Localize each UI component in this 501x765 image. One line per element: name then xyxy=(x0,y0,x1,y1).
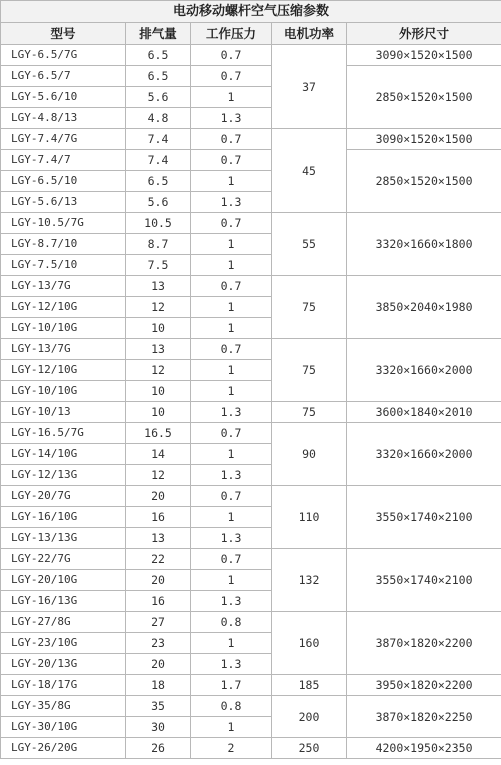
model-cell: LGY-20/10G xyxy=(1,570,126,591)
model-cell: LGY-8.7/10 xyxy=(1,234,126,255)
pressure-cell: 0.8 xyxy=(191,696,272,717)
power-cell: 37 xyxy=(272,45,347,129)
pressure-cell: 1 xyxy=(191,297,272,318)
dimensions-cell: 3600×1840×2010 xyxy=(347,402,501,423)
model-cell: LGY-5.6/10 xyxy=(1,87,126,108)
model-cell: LGY-10/10G xyxy=(1,318,126,339)
power-cell: 55 xyxy=(272,213,347,276)
model-cell: LGY-12/10G xyxy=(1,360,126,381)
power-cell: 90 xyxy=(272,423,347,486)
pressure-cell: 0.7 xyxy=(191,213,272,234)
model-cell: LGY-5.6/13 xyxy=(1,192,126,213)
flow-cell: 27 xyxy=(126,612,191,633)
header-model: 型号 xyxy=(1,23,126,45)
model-cell: LGY-7.5/10 xyxy=(1,255,126,276)
flow-cell: 7.4 xyxy=(126,129,191,150)
pressure-cell: 0.7 xyxy=(191,66,272,87)
dimensions-cell: 3320×1660×2000 xyxy=(347,423,501,486)
pressure-cell: 0.7 xyxy=(191,549,272,570)
table-row xyxy=(1,423,501,444)
power-cell: 45 xyxy=(272,129,347,213)
flow-cell: 10 xyxy=(126,402,191,423)
model-cell: LGY-16/13G xyxy=(1,591,126,612)
pressure-cell: 1 xyxy=(191,507,272,528)
flow-cell: 13 xyxy=(126,276,191,297)
pressure-cell: 0.8 xyxy=(191,612,272,633)
pressure-cell: 1 xyxy=(191,570,272,591)
model-cell: LGY-18/17G xyxy=(1,675,126,696)
table-row xyxy=(1,612,501,633)
model-cell: LGY-35/8G xyxy=(1,696,126,717)
table-row xyxy=(1,129,501,150)
flow-cell: 20 xyxy=(126,570,191,591)
power-cell: 160 xyxy=(272,612,347,675)
pressure-cell: 2 xyxy=(191,738,272,759)
model-cell: LGY-6.5/7G xyxy=(1,45,126,66)
pressure-cell: 0.7 xyxy=(191,423,272,444)
flow-cell: 12 xyxy=(126,465,191,486)
flow-cell: 18 xyxy=(126,675,191,696)
model-cell: LGY-13/7G xyxy=(1,276,126,297)
power-cell: 132 xyxy=(272,549,347,612)
model-cell: LGY-16.5/7G xyxy=(1,423,126,444)
dimensions-cell: 3950×1820×2200 xyxy=(347,675,501,696)
flow-cell: 23 xyxy=(126,633,191,654)
flow-cell: 7.4 xyxy=(126,150,191,171)
model-cell: LGY-22/7G xyxy=(1,549,126,570)
power-cell: 75 xyxy=(272,276,347,339)
header-dimensions: 外形尺寸 xyxy=(347,23,501,45)
model-cell: LGY-26/20G xyxy=(1,738,126,759)
flow-cell: 10.5 xyxy=(126,213,191,234)
pressure-cell: 1 xyxy=(191,234,272,255)
model-cell: LGY-10.5/7G xyxy=(1,213,126,234)
flow-cell: 10 xyxy=(126,381,191,402)
model-cell: LGY-10/13 xyxy=(1,402,126,423)
power-cell: 250 xyxy=(272,738,347,759)
power-cell: 75 xyxy=(272,339,347,402)
pressure-cell: 1.3 xyxy=(191,465,272,486)
model-cell: LGY-12/13G xyxy=(1,465,126,486)
flow-cell: 20 xyxy=(126,486,191,507)
flow-cell: 16.5 xyxy=(126,423,191,444)
pressure-cell: 1 xyxy=(191,87,272,108)
pressure-cell: 1.3 xyxy=(191,654,272,675)
power-cell: 185 xyxy=(272,675,347,696)
pressure-cell: 1.3 xyxy=(191,528,272,549)
pressure-cell: 0.7 xyxy=(191,339,272,360)
model-cell: LGY-6.5/10 xyxy=(1,171,126,192)
table-body xyxy=(1,45,501,759)
table-row xyxy=(1,213,501,234)
table-row xyxy=(1,486,501,507)
model-cell: LGY-30/10G xyxy=(1,717,126,738)
table-row xyxy=(1,45,501,66)
flow-cell: 13 xyxy=(126,528,191,549)
flow-cell: 14 xyxy=(126,444,191,465)
model-cell: LGY-20/13G xyxy=(1,654,126,675)
flow-cell: 30 xyxy=(126,717,191,738)
pressure-cell: 1.3 xyxy=(191,402,272,423)
table-row xyxy=(1,696,501,717)
dimensions-cell: 4200×1950×2350 xyxy=(347,738,501,759)
flow-cell: 16 xyxy=(126,507,191,528)
pressure-cell: 0.7 xyxy=(191,486,272,507)
pressure-cell: 1.3 xyxy=(191,591,272,612)
pressure-cell: 0.7 xyxy=(191,129,272,150)
flow-cell: 16 xyxy=(126,591,191,612)
dimensions-cell: 3320×1660×2000 xyxy=(347,339,501,402)
dimensions-cell: 3870×1820×2200 xyxy=(347,612,501,675)
pressure-cell: 1 xyxy=(191,171,272,192)
table-row xyxy=(1,738,501,759)
flow-cell: 6.5 xyxy=(126,171,191,192)
model-cell: LGY-7.4/7 xyxy=(1,150,126,171)
power-cell: 110 xyxy=(272,486,347,549)
header-pressure: 工作压力 xyxy=(191,23,272,45)
dimensions-cell: 3550×1740×2100 xyxy=(347,486,501,549)
header-flow: 排气量 xyxy=(126,23,191,45)
flow-cell: 5.6 xyxy=(126,87,191,108)
pressure-cell: 1.3 xyxy=(191,192,272,213)
flow-cell: 6.5 xyxy=(126,66,191,87)
power-cell: 75 xyxy=(272,402,347,423)
flow-cell: 20 xyxy=(126,654,191,675)
dimensions-cell: 3090×1520×1500 xyxy=(347,129,501,150)
table-row xyxy=(1,150,501,171)
header-power: 电机功率 xyxy=(272,23,347,45)
model-cell: LGY-23/10G xyxy=(1,633,126,654)
flow-cell: 4.8 xyxy=(126,108,191,129)
model-cell: LGY-20/7G xyxy=(1,486,126,507)
dimensions-cell: 3850×2040×1980 xyxy=(347,276,501,339)
dimensions-cell: 3090×1520×1500 xyxy=(347,45,501,66)
flow-cell: 13 xyxy=(126,339,191,360)
pressure-cell: 1 xyxy=(191,360,272,381)
pressure-cell: 1 xyxy=(191,318,272,339)
power-cell: 200 xyxy=(272,696,347,738)
flow-cell: 7.5 xyxy=(126,255,191,276)
table-title: 电动移动螺杆空气压缩参数 xyxy=(1,1,501,23)
model-cell: LGY-27/8G xyxy=(1,612,126,633)
flow-cell: 12 xyxy=(126,297,191,318)
model-cell: LGY-12/10G xyxy=(1,297,126,318)
flow-cell: 5.6 xyxy=(126,192,191,213)
pressure-cell: 1 xyxy=(191,255,272,276)
flow-cell: 6.5 xyxy=(126,45,191,66)
dimensions-cell: 3870×1820×2250 xyxy=(347,696,501,738)
model-cell: LGY-16/10G xyxy=(1,507,126,528)
flow-cell: 35 xyxy=(126,696,191,717)
model-cell: LGY-10/10G xyxy=(1,381,126,402)
flow-cell: 22 xyxy=(126,549,191,570)
flow-cell: 10 xyxy=(126,318,191,339)
flow-cell: 12 xyxy=(126,360,191,381)
table-row xyxy=(1,549,501,570)
model-cell: LGY-13/13G xyxy=(1,528,126,549)
table-row xyxy=(1,66,501,87)
flow-cell: 8.7 xyxy=(126,234,191,255)
pressure-cell: 1 xyxy=(191,444,272,465)
model-cell: LGY-6.5/7 xyxy=(1,66,126,87)
table-row xyxy=(1,339,501,360)
table-row xyxy=(1,675,501,696)
pressure-cell: 1.7 xyxy=(191,675,272,696)
flow-cell: 26 xyxy=(126,738,191,759)
pressure-cell: 0.7 xyxy=(191,276,272,297)
model-cell: LGY-14/10G xyxy=(1,444,126,465)
pressure-cell: 0.7 xyxy=(191,45,272,66)
pressure-cell: 1 xyxy=(191,717,272,738)
dimensions-cell: 2850×1520×1500 xyxy=(347,150,501,213)
dimensions-cell: 3320×1660×1800 xyxy=(347,213,501,276)
dimensions-cell: 3550×1740×2100 xyxy=(347,549,501,612)
pressure-cell: 1.3 xyxy=(191,108,272,129)
model-cell: LGY-13/7G xyxy=(1,339,126,360)
pressure-cell: 1 xyxy=(191,381,272,402)
pressure-cell: 1 xyxy=(191,633,272,654)
table-row xyxy=(1,276,501,297)
pressure-cell: 0.7 xyxy=(191,150,272,171)
dimensions-cell: 2850×1520×1500 xyxy=(347,66,501,129)
model-cell: LGY-4.8/13 xyxy=(1,108,126,129)
table-row xyxy=(1,402,501,423)
model-cell: LGY-7.4/7G xyxy=(1,129,126,150)
